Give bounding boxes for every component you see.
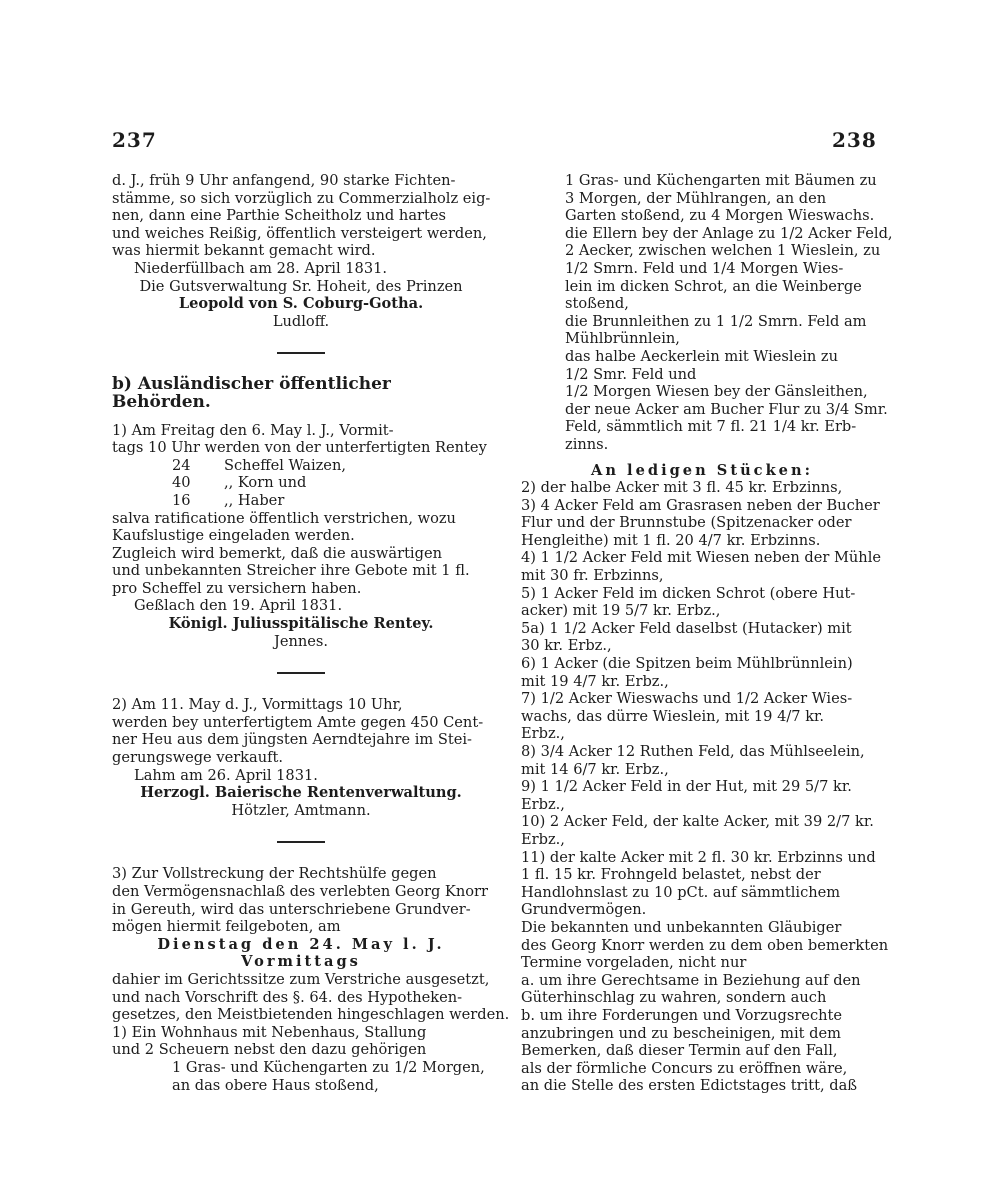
list-item: mit 14 6/7 kr. Erbz., — [521, 760, 669, 778]
list-item: Erbz., — [521, 795, 565, 813]
text-line: des Georg Knorr werden zu dem oben bemerkten — [521, 936, 889, 954]
grain-row — [112, 457, 490, 475]
section-heading: b) Ausländischer öffentlicher Behörden. — [112, 374, 391, 412]
list-item: wachs, das dürre Wieslein, mit 19 4/7 kr. — [521, 707, 825, 725]
property-item-1-tail — [112, 1059, 490, 1094]
list-item: 10) 2 Acker Feld, der kalte Acker, mit 39 2/7 kr. — [521, 813, 874, 831]
page-number-left: 237 — [112, 128, 157, 152]
text-line: pro Scheffel zu versichern haben. — [112, 579, 362, 597]
signer: Jennes. — [273, 632, 329, 650]
place-date: Niederfüllbach am 28. April 1831. — [134, 259, 388, 277]
text-line: Feld, sämmtlich mit 7 fl. 21 1/4 kr. Erb- — [565, 418, 857, 436]
text-line: das halbe Aeckerlein mit Wieslein zu — [565, 347, 839, 365]
list-item: 11) der kalte Acker mit 2 fl. 30 kr. Erbzinns und — [521, 848, 876, 866]
grain-quantity: 40 — [172, 474, 191, 492]
text-line: Mühlbrünnlein, — [565, 330, 680, 348]
text-line: an die Stelle des ersten Edictstages tritt, daß — [521, 1077, 858, 1095]
text-line: gesetzes, den Meistbietenden hingeschlagen werden. — [112, 1006, 510, 1024]
list-item: 2) der halbe Acker mit 3 fl. 45 kr. Erbzinns, — [521, 479, 843, 497]
text-line: Zugleich wird bemerkt, daß die auswärtigen — [112, 544, 442, 562]
authority: Die Gutsverwaltung Sr. Hoheit, des Prinzen — [139, 277, 463, 295]
text-line: 1) Ein Wohnhaus mit Nebenhaus, Stallung — [112, 1023, 427, 1041]
page-number-right: 238 — [832, 128, 877, 152]
text-line: was hiermit bekannt gemacht wird. — [112, 242, 376, 260]
creditor-notice — [521, 918, 889, 1095]
text-line: Termine vorgeladen, nicht nur — [521, 954, 747, 972]
list-item: Erbz., — [521, 830, 565, 848]
text-line: 2) Am 11. May d. J., Vormittags 10 Uhr, — [112, 696, 403, 714]
text-line: in Gereuth, wird das unterschriebene Grundver- — [112, 900, 471, 918]
list-item: 5) 1 Acker Feld im dicken Schrot (obere Hut- — [521, 584, 856, 602]
text-line: als der förmliche Concurs zu eröffnen wäre, — [521, 1059, 848, 1077]
text-line: salva ratificatione öffentlich verstrichen, wozu — [112, 509, 456, 527]
text-line: und unbekannten Streicher ihre Gebote mit 1 fl. — [112, 562, 470, 580]
list-item: Erbz., — [521, 725, 565, 743]
list-item: 6) 1 Acker (die Spitzen beim Mühlbrünnlein) — [521, 655, 853, 673]
list-item: Hengleithe) mit 1 fl. 20 4/7 kr. Erbzinns. — [521, 531, 821, 549]
text-line: Garten stoßend, zu 4 Morgen Wieswachs. — [565, 207, 875, 225]
text-line: und weiches Reißig, öffentlich versteigert werden, — [112, 224, 487, 242]
text-line: tags 10 Uhr werden von der unterfertigten Rentey — [112, 439, 487, 457]
text-line: 2 Aecker, zwischen welchen 1 Wieslein, zu — [565, 242, 881, 260]
text-line: 1/2 Smrn. Feld und 1/4 Morgen Wies- — [565, 259, 844, 277]
list-item: 5a) 1 1/2 Acker Feld daselbst (Hutacker) mit — [521, 619, 852, 637]
list-item: Handlohnslast zu 10 pCt. auf sämmtlichem — [521, 883, 841, 901]
text-line: die Brunnleithen zu 1 1/2 Smrn. Feld am — [565, 312, 867, 330]
text-line: 1 Gras- und Küchengarten zu 1/2 Morgen, — [172, 1058, 485, 1076]
text-line: und nach Vorschrift des §. 64. des Hypotheken- — [112, 988, 463, 1006]
text-line: ner Heu aus dem jüngsten Aerndtejahre im Stei- — [112, 731, 472, 749]
text-line: b. um ihre Forderungen und Vorzugsrechte — [521, 1006, 843, 1024]
left-column — [112, 172, 510, 1094]
grain-type: Scheffel Waizen, — [224, 456, 346, 474]
pieces-list — [521, 479, 883, 919]
list-item: 1 fl. 15 kr. Frohngeld belastet, nebst der — [521, 866, 821, 884]
authority-name: Leopold von S. Coburg-Gotha. — [178, 295, 424, 313]
list-item: mit 19 4/7 kr. Erbz., — [521, 672, 669, 690]
text-line: Die bekannten und unbekannten Gläubiger — [521, 918, 842, 936]
grain-list — [112, 457, 490, 510]
property-list-continued — [521, 172, 893, 454]
list-item: 9) 1 1/2 Acker Feld in der Hut, mit 29 5/7 kr. — [521, 778, 852, 796]
sub-heading: An ledigen Stücken: — [591, 461, 813, 479]
text-line: 1) Am Freitag den 6. May l. J., Vormit- — [112, 421, 394, 439]
list-item: 7) 1/2 Acker Wieswachs und 1/2 Acker Wies- — [521, 690, 853, 708]
list-item: acker) mit 19 5/7 kr. Erbz., — [521, 602, 721, 620]
right-column — [521, 172, 893, 1095]
notice-item-3-continued — [112, 970, 510, 1024]
separator-rule — [277, 672, 325, 674]
text-line: den Vermögensnachlaß des verlebten Georg Knorr — [112, 883, 488, 900]
text-line: die Ellern bey der Anlage zu 1/2 Acker Feld, — [565, 224, 893, 242]
text-line: d. J., früh 9 Uhr anfangend, 90 starke Fichten- — [112, 172, 456, 189]
text-line: a. um ihre Gerechtsame in Beziehung auf den — [521, 971, 861, 989]
notice-item-2 — [112, 696, 490, 766]
text-line: an das obere Haus stoßend, — [172, 1076, 379, 1094]
text-line: 1/2 Smr. Feld und — [565, 365, 697, 383]
list-item: Flur und der Brunnstube (Spitzenacker oder — [521, 514, 852, 532]
list-item: 30 kr. Erbz., — [521, 637, 612, 655]
auction-time: Vormittags — [241, 953, 361, 971]
notice-item-3 — [112, 865, 490, 935]
authority: Königl. Juliusspitälische Rentey. — [168, 615, 434, 633]
grain-row — [112, 492, 490, 510]
text-line: 1/2 Morgen Wiesen bey der Gänsleithen, — [565, 383, 868, 401]
text-line: und 2 Scheuern nebst den dazu gehörigen — [112, 1041, 427, 1059]
notice-item-1-continued — [112, 510, 490, 598]
list-item: mit 30 fr. Erbzinns, — [521, 567, 664, 585]
grain-type: ,, Haber — [224, 491, 285, 509]
text-line: Güterhinschlag zu wahren, sondern auch — [521, 989, 827, 1007]
notice-intro — [112, 172, 490, 260]
text-line: der neue Acker am Bucher Flur zu 3/4 Smr. — [565, 400, 888, 418]
grain-quantity: 24 — [172, 456, 191, 474]
text-line: anzubringen und zu bescheinigen, mit dem — [521, 1024, 841, 1042]
text-line: stoßend, — [565, 295, 629, 313]
text-line: werden bey unterfertigtem Amte gegen 450 Cent- — [112, 713, 484, 731]
separator-rule — [277, 841, 325, 843]
place-date: Lahm am 26. April 1831. — [134, 766, 318, 784]
text-line: mögen hiermit feilgeboten, am — [112, 918, 341, 936]
grain-row — [112, 474, 490, 492]
text-line: dahier im Gerichtssitze zum Verstriche ausgesetzt, — [112, 970, 490, 988]
text-line: lein im dicken Schrot, an die Weinberge — [565, 277, 862, 295]
text-line: Bemerken, daß dieser Termin auf den Fall, — [521, 1042, 838, 1060]
list-item: 3) 4 Acker Feld am Grasrasen neben der Bucher — [521, 496, 880, 514]
authority: Herzogl. Baierische Rentenverwaltung. — [140, 784, 462, 802]
text-line: nen, dann eine Parthie Scheitholz und hartes — [112, 207, 446, 225]
text-line: 3) Zur Vollstreckung der Rechtshülfe gegen — [112, 865, 437, 883]
list-item: 4) 1 1/2 Acker Feld mit Wiesen neben der Mühle — [521, 549, 881, 567]
text-line: Kaufslustige eingeladen werden. — [112, 527, 355, 545]
text-line: 1 Gras- und Küchengarten mit Bäumen zu — [565, 172, 877, 189]
signer: Ludloff. — [272, 312, 330, 330]
list-item: 8) 3/4 Acker 12 Ruthen Feld, das Mühlseelein, — [521, 743, 865, 760]
separator-rule — [277, 352, 325, 354]
notice-item-1 — [112, 422, 490, 457]
text-line: stämme, so sich vorzüglich zu Commerzialholz eig- — [112, 189, 491, 207]
text-line: 3 Morgen, der Mühlrangen, an den — [565, 189, 827, 207]
grain-type: ,, Korn und — [224, 474, 307, 492]
grain-quantity: 16 — [172, 491, 191, 509]
signer: Hötzler, Amtmann. — [231, 801, 371, 819]
text-line: zinns. — [565, 435, 609, 453]
auction-date: Dienstag den 24. May l. J. — [157, 935, 445, 953]
list-item: Grundvermögen. — [521, 901, 647, 919]
text-line: gerungswege verkauft. — [112, 749, 284, 767]
property-item-1 — [112, 1024, 490, 1059]
place-date: Geßlach den 19. April 1831. — [134, 597, 343, 615]
